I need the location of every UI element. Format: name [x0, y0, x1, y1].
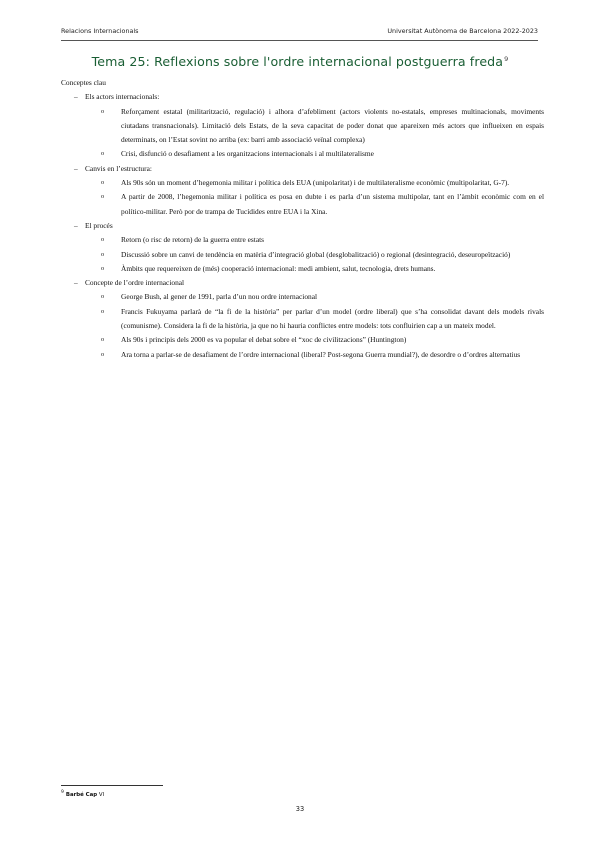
header-course: Relacions Internacionals — [61, 27, 139, 35]
subtopic-item — [85, 333, 544, 347]
subtopic-text: Reforçament estatal (militarització, regulació) i alhora d’afebliment (actors violents no-estatals, empreses multinacionals, moviments ciutadans transnacionals). Limitació dels Estats, de la seva capacitat de poder donat que apareixen més actors que influeixen en espais determinats, on l’Estat sovint no arriba (ex: barri amb associació veïnal complexa) — [121, 106, 544, 145]
footnote-source: Barbé Cap — [65, 792, 98, 798]
topic-label: El procés — [85, 220, 113, 230]
page-number: 33 — [295, 805, 305, 813]
circle-bullet: o — [101, 150, 105, 158]
subtopic-list — [85, 290, 544, 361]
subtopic-text: Discussió sobre un canvi de tendència en matèria d’integració global (desglobalització) o regional (desintegració, deseuropeïtzació) — [121, 249, 511, 259]
circle-bullet: o — [101, 293, 105, 301]
section-label: Conceptes clau — [61, 78, 106, 87]
subtopic-item — [85, 348, 544, 362]
header-university: Universitat Autònoma de Barcelona 2022-2023 — [387, 27, 538, 35]
subtopic-item — [85, 248, 544, 262]
circle-bullet: o — [101, 250, 105, 258]
page-title-text: Tema 25: Reflexions sobre l'ordre internacional postguerra freda — [91, 54, 504, 69]
subtopic-text: Ara torna a parlar-se de desafiament de l’ordre internacional (liberal? Post-segona Guerra mundial?), de desordre o d’ordres alternatius — [121, 349, 521, 359]
subtopic-text: A partir de 2008, l’hegemonia militar i política es posa en dubte i es parla d’un sistema multipolar, tant en l’àmbit econòmic com en el político-militar. Però por de trampa de Tucídides entre EUA i la Xina. — [121, 192, 544, 216]
subtopic-list — [85, 233, 544, 276]
subtopic-item — [85, 233, 544, 247]
subtopic-item — [85, 147, 544, 161]
footnote-divider — [61, 785, 163, 786]
subtopic-text: George Bush, al gener de 1991, parla d’un nou ordre internacional — [121, 292, 318, 302]
page-title — [0, 54, 600, 69]
topic-label: Concepte de l’ordre internacional — [85, 278, 185, 288]
circle-bullet: o — [101, 179, 105, 187]
subtopic-item — [85, 176, 544, 190]
subtopic-text: Als 90s són un moment d’hegemonia militar i política dels EUA (unipolaritat) i de multilateralisme econòmic (multipolaritat, G-7). — [121, 178, 510, 188]
circle-bullet: o — [101, 307, 105, 315]
topic-item — [61, 162, 544, 219]
subtopic-text: Als 90s i principis dels 2000 es va popular el debat sobre el “xoc de civilitzacions” (Huntington) — [121, 335, 407, 345]
subtopic-text: Crisi, disfunció o desafiament a les organitzacions internacionals i al multilateralisme — [121, 149, 374, 159]
subtopic-item — [85, 290, 544, 304]
header-divider — [61, 40, 538, 41]
subtopic-list — [85, 176, 544, 219]
subtopic-item — [85, 190, 544, 219]
subtopic-text: Àmbits que requereixen de (més) cooperació internacional: medi ambient, salut, tecnologia, drets humans. — [121, 263, 436, 273]
subtopic-list — [85, 105, 544, 162]
topic-label: Canvis en l’estructura: — [85, 163, 152, 173]
topic-label: Els actors internacionals: — [85, 92, 160, 102]
footnote-chapter: VI — [97, 792, 105, 798]
title-footnote-ref[interactable]: 9 — [504, 55, 509, 63]
circle-bullet: o — [101, 236, 105, 244]
circle-bullet: o — [101, 336, 105, 344]
subtopic-item — [85, 105, 544, 148]
topic-item — [61, 219, 544, 276]
document-body — [61, 76, 544, 362]
footnote — [61, 790, 104, 798]
footnote-number: 9 — [61, 790, 64, 795]
dash-bullet: – — [74, 92, 78, 102]
topic-list — [61, 90, 544, 362]
circle-bullet: o — [101, 264, 105, 272]
subtopic-item — [85, 262, 544, 276]
dash-bullet: – — [74, 220, 78, 230]
circle-bullet: o — [101, 107, 105, 115]
dash-bullet: – — [74, 278, 78, 288]
topic-item — [61, 276, 544, 362]
topic-item — [61, 90, 544, 161]
circle-bullet: o — [101, 193, 105, 201]
subtopic-text: Francis Fukuyama parlarà de “la fi de la història” per parlar d’un model (ordre liberal) que s’ha consolidat davant dels models rivals (comunisme). Considera la fi de la història, ja que no hi hauria conflictes entre models: tots confluirien cap a un mateix model. — [121, 306, 544, 331]
subtopic-item — [85, 305, 544, 334]
dash-bullet: – — [74, 163, 78, 173]
circle-bullet: o — [101, 350, 105, 358]
subtopic-text: Retorn (o risc de retorn) de la guerra entre estats — [121, 235, 265, 245]
